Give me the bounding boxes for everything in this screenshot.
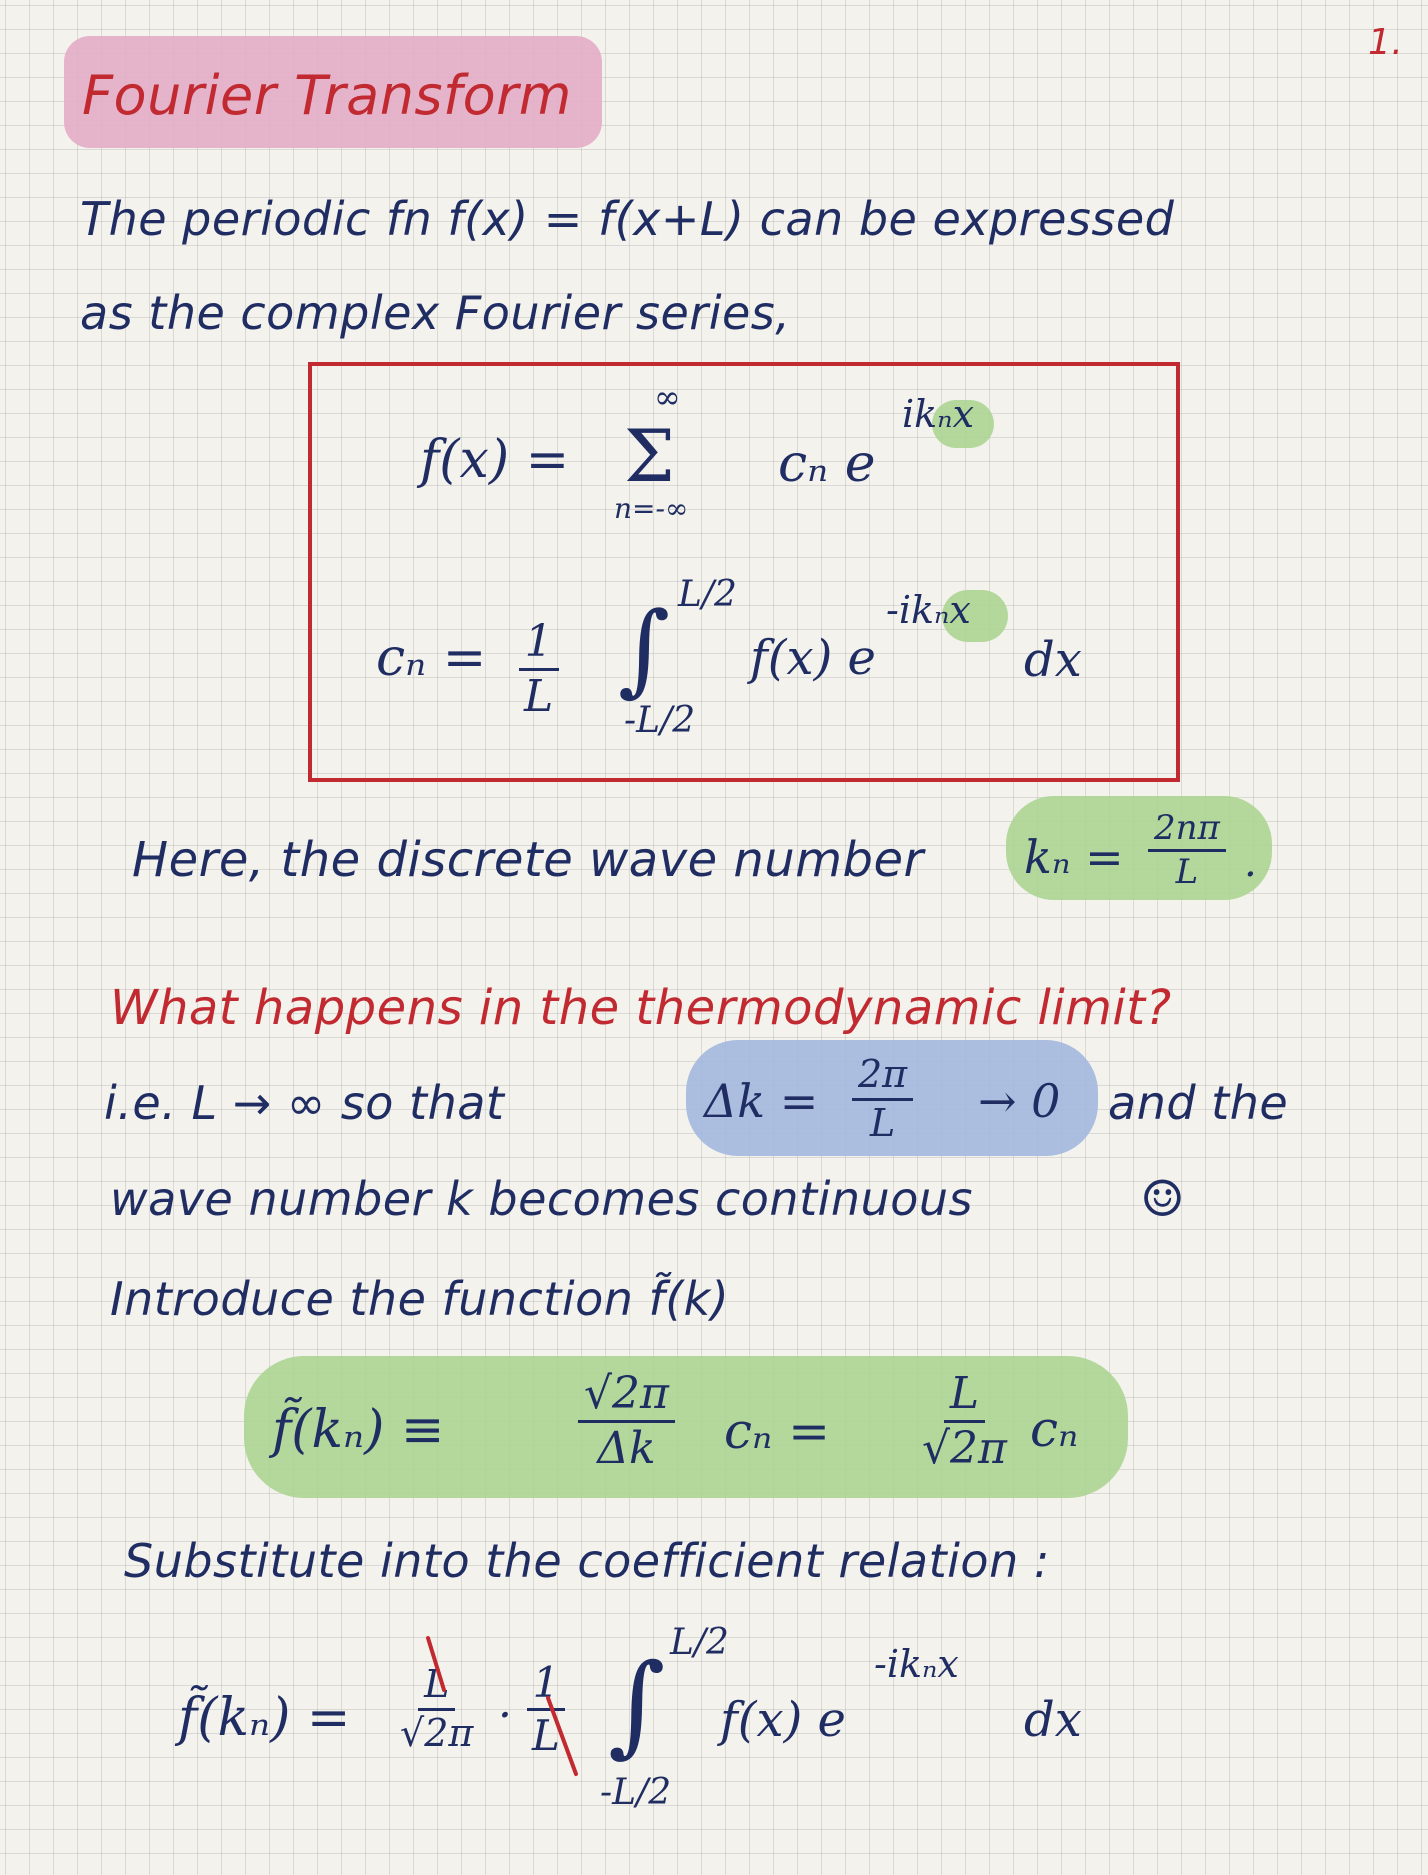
sub-frac2-den: L: [532, 1711, 560, 1761]
sub-frac1-num: L: [418, 1664, 455, 1711]
coef-exponent: -ikₙx: [886, 588, 971, 632]
coef-eq-fraction: [518, 618, 559, 722]
cancel-strikes: [380, 1630, 610, 1780]
sub-integral-sign: ∫: [608, 1640, 666, 1768]
kn-lhs: kₙ =: [1024, 830, 1124, 884]
sub-frac2-num: 1: [527, 1660, 566, 1711]
introduce-text: Introduce the function f̃(k): [110, 1272, 730, 1326]
coef-integral-bottom: -L/2: [624, 700, 696, 741]
page-number: 1.: [1368, 22, 1404, 63]
kn-frac-den: L: [1175, 852, 1199, 893]
definition-frac1-den: Δk: [597, 1423, 656, 1475]
intro-line-1: The periodic fn f(x) = f(x+L) can be expressed: [80, 192, 1175, 246]
series-sum-symbol: Σ: [624, 414, 675, 498]
definition-rhs: cₙ: [1030, 1400, 1079, 1458]
delta-k-fraction: [852, 1054, 913, 1145]
sub-integrand: f(x) e: [720, 1692, 846, 1748]
coef-integral-sign: ∫: [618, 590, 671, 707]
delta-k-frac-den: L: [869, 1100, 896, 1145]
sub-integral-top: L/2: [670, 1622, 729, 1663]
kn-period: .: [1244, 840, 1257, 886]
definition-lhs: f̃(kₙ) ≡: [272, 1400, 445, 1460]
definition-frac1-num: √2π: [578, 1370, 675, 1423]
sub-integral-bottom: -L/2: [600, 1772, 672, 1813]
definition-frac2-num: L: [944, 1370, 985, 1423]
series-sum-bottom: n=-∞: [614, 492, 689, 525]
coef-eq-lhs: cₙ =: [376, 628, 487, 688]
definition-middle: cₙ =: [724, 1402, 831, 1460]
series-sum-top: ∞: [654, 378, 681, 416]
series-coefficient: cₙ e: [778, 434, 876, 494]
page-title: Fourier Transform: [82, 64, 572, 127]
delta-k-arrow: → 0: [978, 1074, 1061, 1128]
series-exponent: ikₙx: [902, 392, 975, 436]
sub-frac1-den: √2π: [400, 1710, 474, 1755]
question-text: What happens in the thermodynamic limit?: [110, 980, 1172, 1036]
kn-fraction: [1148, 810, 1226, 892]
definition-fraction-1: [578, 1370, 675, 1474]
fourier-series-box: [308, 362, 1180, 782]
sub-lhs: f̃(kₙ) =: [178, 1688, 351, 1748]
here-text: Here, the discrete wave number: [132, 832, 924, 888]
substitute-text: Substitute into the coefficient relation :: [124, 1534, 1050, 1588]
ie-text: i.e. L → ∞ so that: [104, 1076, 505, 1130]
kn-frac-num: 2nπ: [1148, 810, 1226, 852]
sub-exponent: -ikₙx: [874, 1642, 959, 1686]
coef-frac-den: L: [524, 671, 554, 723]
sub-dx: dx: [1024, 1692, 1082, 1748]
coef-frac-num: 1: [519, 618, 559, 671]
intro-line-2: as the complex Fourier series,: [80, 286, 791, 340]
definition-fraction-2: [916, 1370, 1013, 1474]
smiley-icon: ☺: [1140, 1170, 1185, 1228]
definition-frac2-den: √2π: [922, 1423, 1007, 1475]
series-eq-lhs: f(x) =: [420, 430, 570, 490]
continuous-text: wave number k becomes continuous: [110, 1172, 973, 1226]
sub-dot: ·: [498, 1690, 512, 1741]
delta-k-lhs: Δk =: [704, 1074, 819, 1128]
coef-integral-top: L/2: [678, 574, 737, 615]
and-the-text: and the: [1108, 1076, 1289, 1130]
coef-integrand: f(x) e: [750, 630, 876, 686]
coef-dx: dx: [1024, 632, 1082, 688]
delta-k-frac-num: 2π: [852, 1054, 913, 1101]
